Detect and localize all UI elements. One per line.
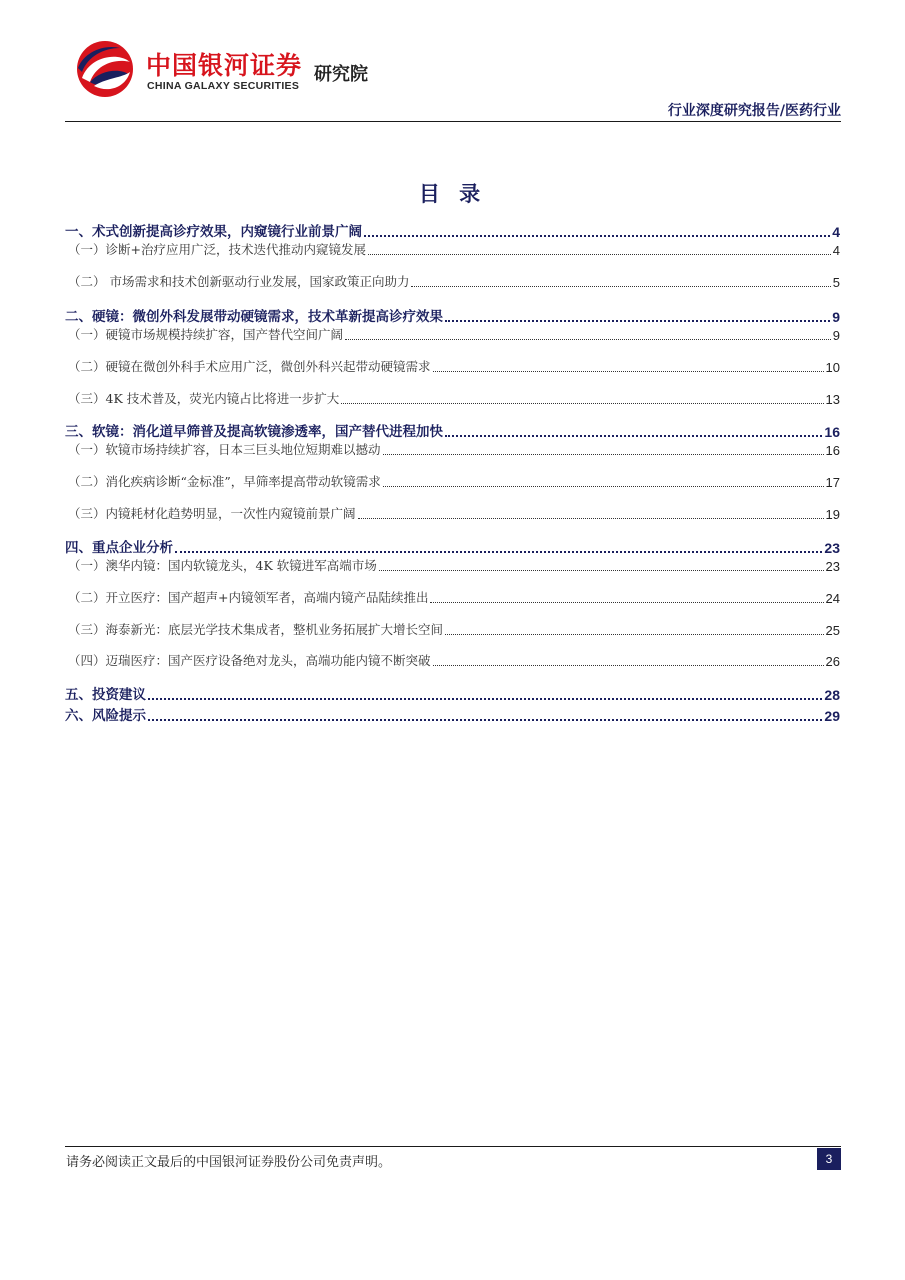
- toc-entry-page: 28: [824, 687, 840, 703]
- toc-entry-page: 23: [824, 540, 840, 556]
- toc-entry-page: 5: [832, 275, 840, 290]
- toc-entry-title: （二）开立医疗：国产超声+内镜领军者，高端内镜产品陆续推出: [68, 590, 429, 605]
- toc-entry-page: 23: [825, 559, 840, 574]
- toc-section-entry[interactable]: [65, 305, 840, 325]
- toc-entry-title: 二、硬镜：微创外科发展带动硬镜需求，技术革新提高诊疗效果: [65, 309, 443, 325]
- header-divider: [65, 121, 841, 122]
- toc-entry-page: 25: [825, 623, 840, 638]
- toc-entry-page: 26: [825, 654, 840, 669]
- toc-entry-page: 19: [825, 507, 840, 522]
- toc-subsection-entry[interactable]: [65, 240, 840, 258]
- toc-dot-leader: [433, 370, 824, 372]
- toc-dot-leader: [411, 285, 830, 287]
- toc-subsection-entry[interactable]: [65, 357, 840, 375]
- toc-entry-page: 9: [832, 309, 840, 325]
- toc-dot-leader: [445, 319, 830, 322]
- toc-dot-leader: [148, 697, 822, 700]
- toc-entry-title: （二）消化疾病诊断“金标准”，早筛率提高带动软镜需求: [68, 474, 381, 489]
- toc-subsection-entry[interactable]: [65, 504, 840, 522]
- footer-divider: [65, 1146, 841, 1147]
- toc-subsection-entry[interactable]: [65, 588, 840, 606]
- page-number: 3: [817, 1148, 841, 1170]
- toc-entry-title: （三）内镜耗材化趋势明显，一次性内窥镜前景广阔: [68, 506, 356, 521]
- toc-section-entry[interactable]: [65, 220, 840, 240]
- toc-subsection-entry[interactable]: [65, 440, 840, 458]
- toc-dot-leader: [175, 550, 822, 553]
- toc-entry-page: 4: [832, 224, 840, 240]
- toc-entry-page: 16: [825, 443, 840, 458]
- toc-entry-title: 六、风险提示: [65, 708, 146, 724]
- toc-subsection-entry[interactable]: [65, 272, 840, 290]
- toc-entry-page: 29: [824, 708, 840, 724]
- toc-entry-title: 一、术式创新提高诊疗效果，内窥镜行业前景广阔: [65, 224, 362, 240]
- toc-dot-leader: [430, 601, 823, 603]
- toc-entry-title: 三、软镜：消化道早筛普及提高软镜渗透率，国产替代进程加快: [65, 424, 443, 440]
- toc-entry-title: 五、投资建议: [65, 687, 146, 703]
- toc-entry-title: （一）硬镜市场规模持续扩容，国产替代空间广阔: [68, 327, 344, 342]
- toc-entry-title: （二）硬镜在微创外科手术应用广泛，微创外科兴起带动硬镜需求: [68, 359, 431, 374]
- toc-dot-leader: [445, 434, 822, 437]
- toc-dot-leader: [341, 402, 823, 404]
- toc-entry-page: 17: [825, 475, 840, 490]
- toc-dot-leader: [345, 338, 831, 340]
- toc-entry-page: 10: [825, 360, 840, 375]
- toc-entry-page: 4: [832, 243, 840, 258]
- toc-subsection-entry[interactable]: [65, 472, 840, 490]
- brand-name-en: CHINA GALAXY SECURITIES: [147, 80, 300, 92]
- brand-name-cn: 中国银河证券: [146, 51, 303, 80]
- toc-title: 目 录: [418, 182, 487, 206]
- toc-subsection-entry[interactable]: [65, 620, 840, 638]
- toc-entry-title: （一）软镜市场持续扩容，日本三巨头地位短期难以撼动: [68, 442, 381, 457]
- toc-section-entry[interactable]: [65, 536, 840, 556]
- toc-section-entry[interactable]: [65, 704, 840, 724]
- toc-entry-title: （一）诊断+治疗应用广泛，技术迭代推动内窥镜发展: [68, 242, 366, 257]
- toc-entry-title: （一）澳华内镜：国内软镜龙头，4K 软镜进军高端市场: [68, 558, 377, 573]
- footer-disclaimer: 请务必阅读正文最后的中国银河证券股份公司免责声明。: [66, 1155, 392, 1170]
- toc-subsection-entry[interactable]: [65, 325, 840, 343]
- toc-entry-page: 16: [824, 424, 840, 440]
- institute-label: 研究院: [314, 64, 368, 85]
- toc-dot-leader: [379, 569, 824, 571]
- toc-dot-leader: [358, 517, 824, 519]
- toc-dot-leader: [383, 453, 824, 455]
- toc-entry-title: （四）迈瑞医疗：国产医疗设备绝对龙头，高端功能内镜不断突破: [68, 653, 431, 668]
- toc-entry-title: （三）4K 技术普及，荧光内镜占比将进一步扩大: [68, 391, 340, 406]
- toc-subsection-entry[interactable]: [65, 556, 840, 574]
- toc-dot-leader: [445, 633, 824, 635]
- toc-dot-leader: [383, 485, 824, 487]
- toc-entry-title: （二） 市场需求和技术创新驱动行业发展，国家政策正向助力: [68, 274, 410, 289]
- toc-dot-leader: [148, 718, 822, 721]
- toc-section-entry[interactable]: [65, 420, 840, 440]
- toc-dot-leader: [364, 234, 830, 237]
- toc-entry-title: 四、重点企业分析: [65, 540, 173, 556]
- toc-entry-title: （三）海泰新光：底层光学技术集成者，整机业务拓展扩大增长空间: [68, 622, 444, 637]
- toc-subsection-entry[interactable]: [65, 651, 840, 669]
- galaxy-swirl-logo-icon: [70, 38, 140, 100]
- toc-subsection-entry[interactable]: [65, 389, 840, 407]
- toc-entry-page: 24: [825, 591, 840, 606]
- toc-section-entry[interactable]: [65, 683, 840, 703]
- toc-entry-page: 9: [832, 328, 840, 343]
- toc-entry-page: 13: [825, 392, 840, 407]
- toc-dot-leader: [368, 253, 831, 255]
- toc-dot-leader: [433, 664, 824, 666]
- report-type: 行业深度研究报告/医药行业: [667, 103, 841, 119]
